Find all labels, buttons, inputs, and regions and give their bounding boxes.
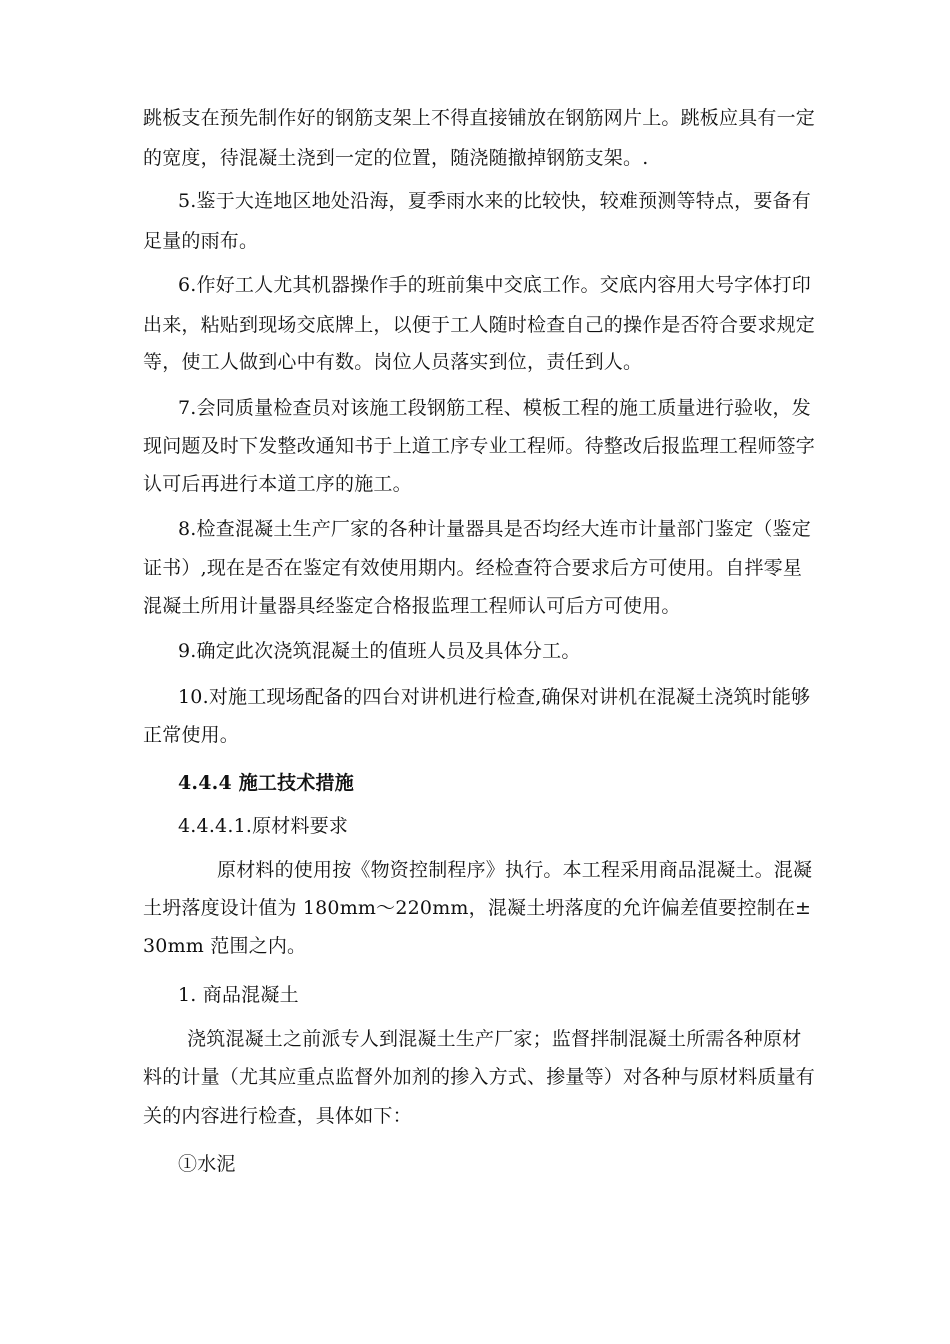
text-line: 的宽度，待混凝土浇到一定的位置，随浇随撤掉钢筋支架。. — [143, 147, 649, 169]
text-line: 料的计量（尤其应重点监督外加剂的掺入方式、掺量等）对各种与原材料质量有 — [143, 1066, 816, 1088]
text-line: 8.检查混凝土生产厂家的各种计量器具是否均经大连市计量部门鉴定（鉴定 — [178, 518, 811, 540]
text-line: 5.鉴于大连地区地处沿海，夏季雨水来的比较快，较难预测等特点，要备有 — [178, 190, 811, 212]
text-line: 现问题及时下发整改通知书于上道工序专业工程师。待整改后报监理工程师签字 — [143, 435, 816, 457]
text-line: 混凝土所用计量器具经鉴定合格报监理工程师认可后方可使用。 — [143, 595, 681, 617]
text-line: 原材料的使用按《物资控制程序》执行。本工程采用商品混凝土。混凝 — [217, 859, 813, 881]
text-line: 等，使工人做到心中有数。岗位人员落实到位，责任到人。 — [143, 351, 643, 373]
text-line: 30mm 范围之内。 — [143, 935, 307, 957]
list-item: ①水泥 — [178, 1153, 236, 1175]
text-line: 足量的雨布。 — [143, 230, 259, 252]
text-line: 出来，粘贴到现场交底牌上，以便于工人随时检查自己的操作是否符合要求规定 — [143, 314, 816, 336]
text-line: 跳板支在预先制作好的钢筋支架上不得直接铺放在钢筋网片上。跳板应具有一定 — [143, 107, 816, 129]
text-line: 10.对施工现场配备的四台对讲机进行检查,确保对讲机在混凝土浇筑时能够 — [178, 686, 811, 708]
text-line: 6.作好工人尤其机器操作手的班前集中交底工作。交底内容用大号字体打印 — [178, 274, 811, 296]
list-heading: 1. 商品混凝土 — [178, 984, 299, 1006]
text-line: 9.确定此次浇筑混凝土的值班人员及具体分工。 — [178, 640, 581, 662]
text-line: 关的内容进行检查，具体如下： — [143, 1105, 412, 1127]
subsection-heading: 4.4.4.1.原材料要求 — [178, 815, 349, 837]
text-line: 7.会同质量检查员对该施工段钢筋工程、模板工程的施工质量进行验收，发 — [178, 397, 811, 419]
section-heading: 4.4.4 施工技术措施 — [178, 772, 354, 794]
text-line: 证书）,现在是否在鉴定有效使用期内。经检查符合要求后方可使用。自拌零星 — [143, 557, 803, 579]
text-line: 土坍落度设计值为 180mm～220mm，混凝土坍落度的允许偏差值要控制在± — [143, 897, 812, 919]
text-line: 浇筑混凝土之前派专人到混凝土生产厂家；监督拌制混凝土所需各种原材 — [187, 1028, 802, 1050]
text-line: 认可后再进行本道工序的施工。 — [143, 473, 412, 495]
text-line: 正常使用。 — [143, 724, 240, 746]
